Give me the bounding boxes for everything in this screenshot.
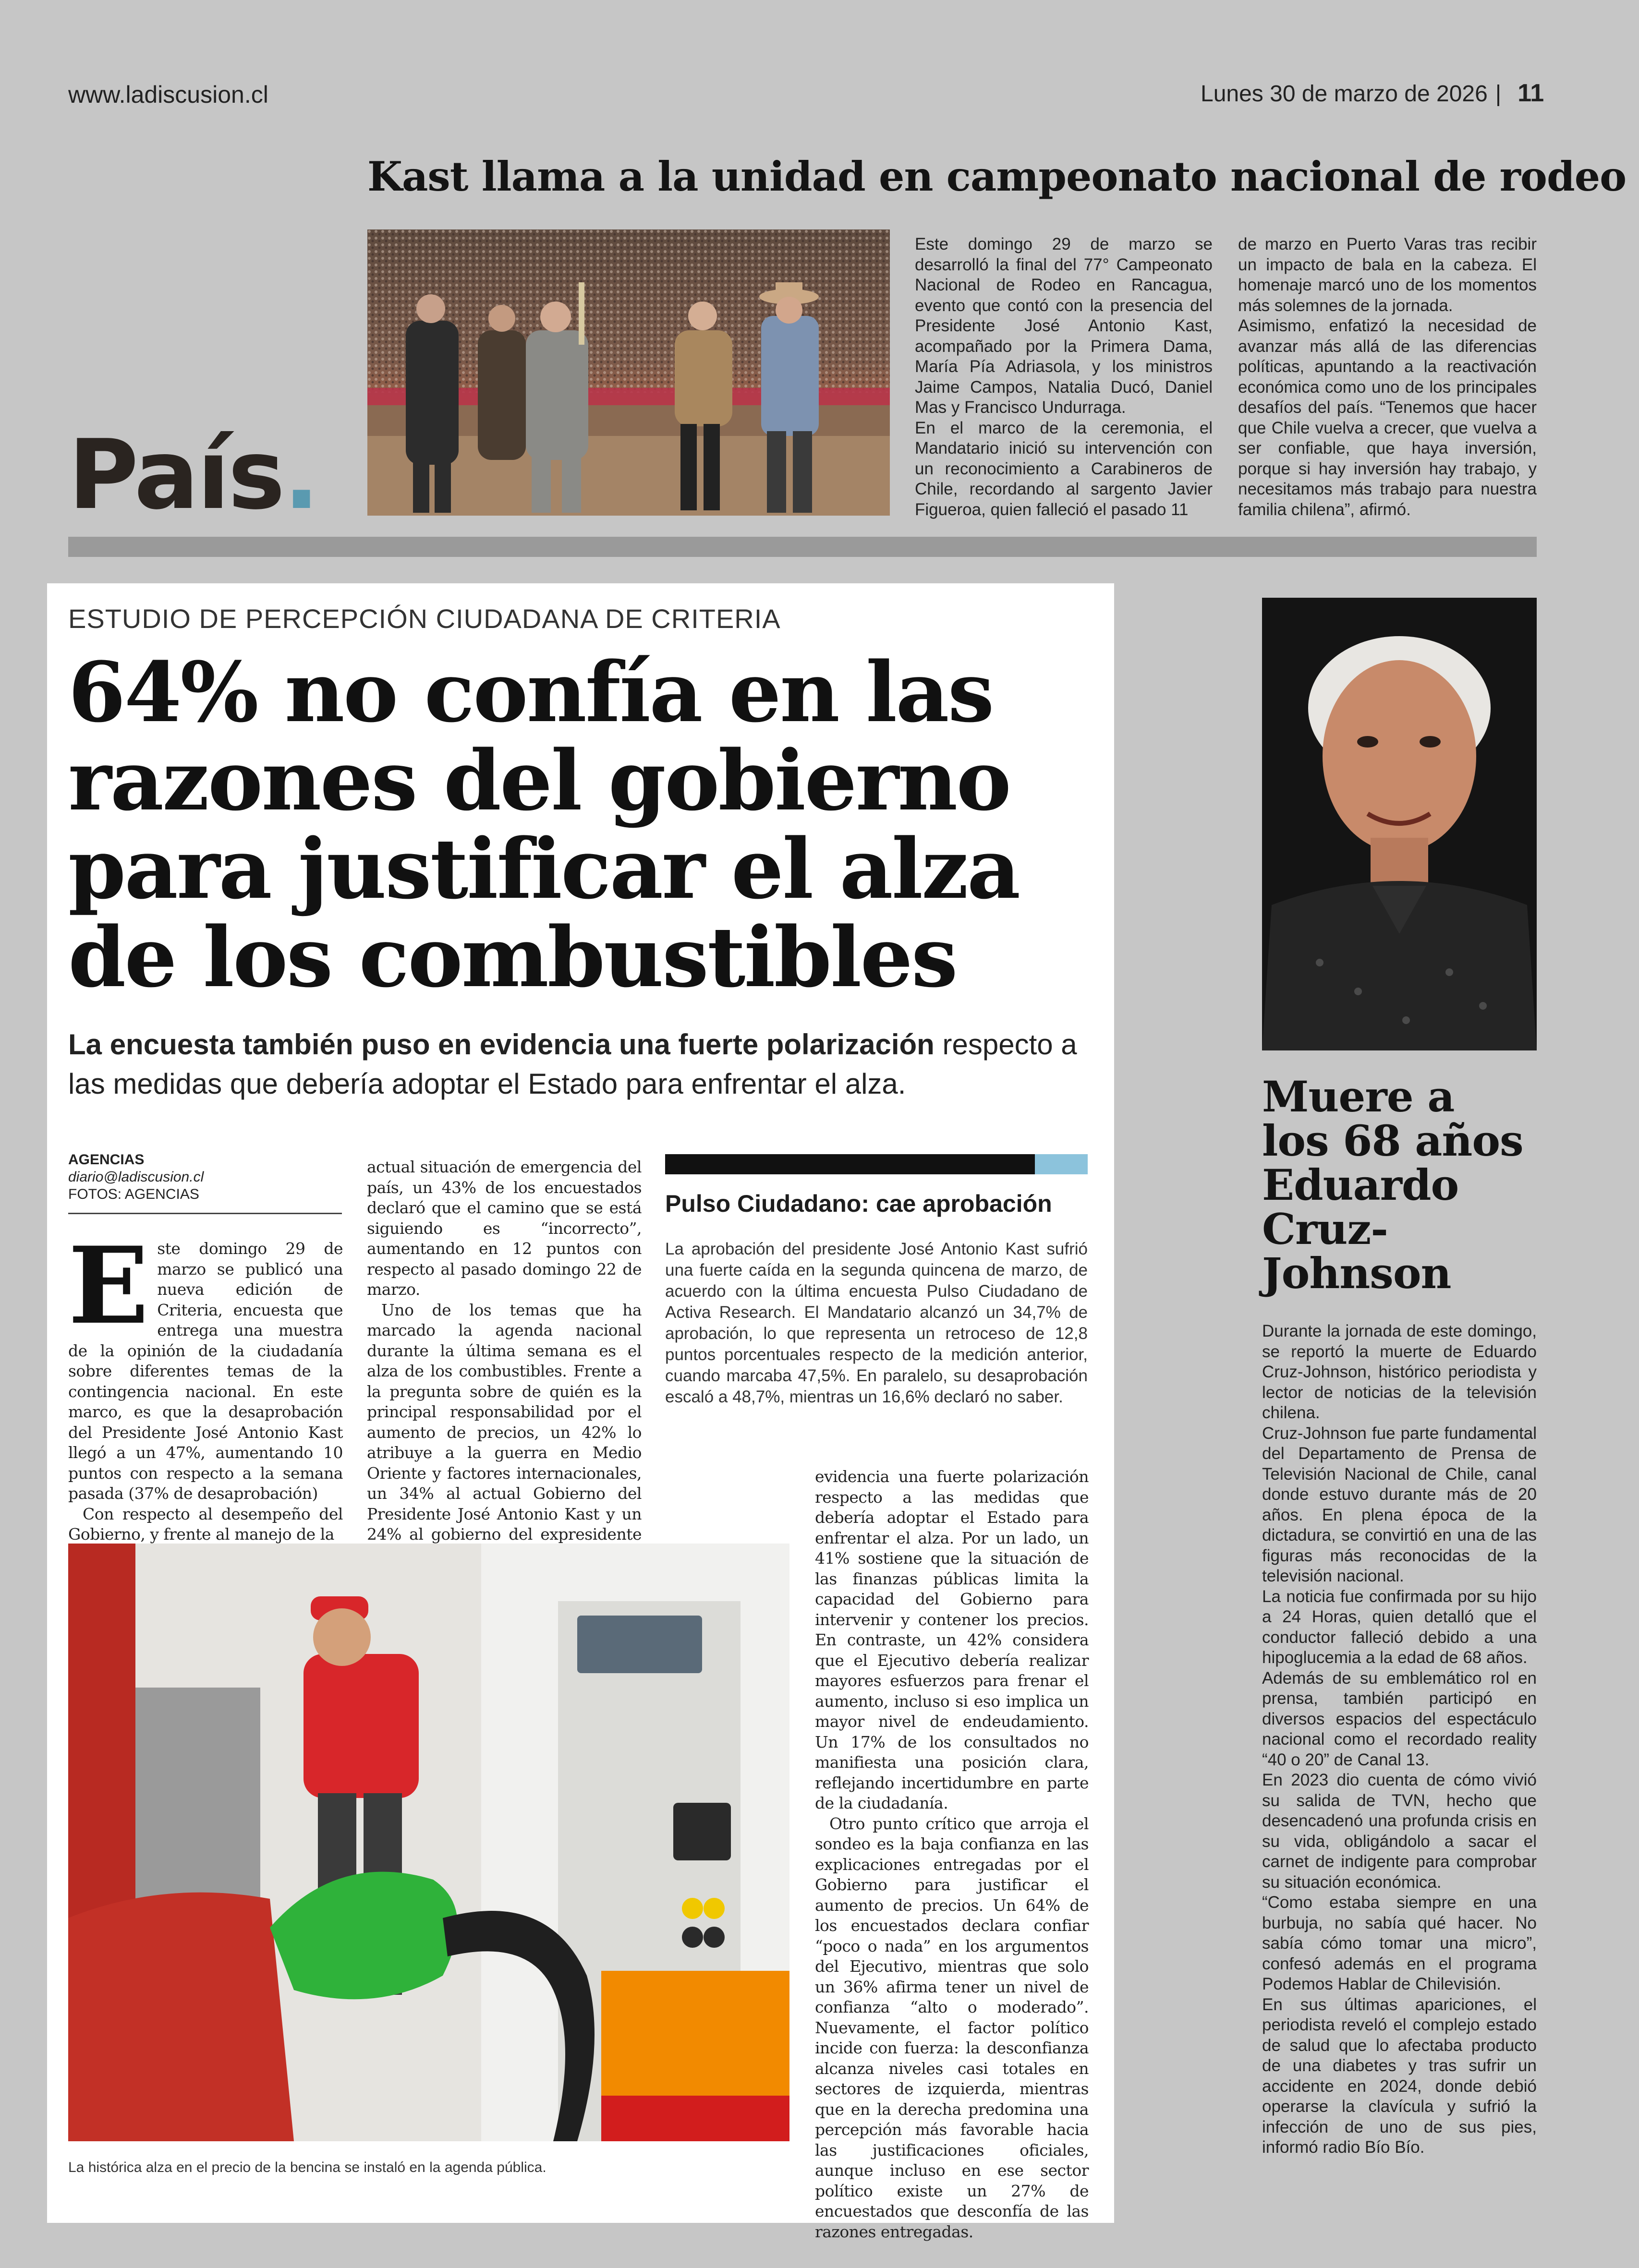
- byline-photos: FOTOS: AGENCIAS: [68, 1186, 199, 1202]
- paragraph-text: ste domingo 29 de marzo se publicó una nueva edición de Criteria, encuesta que entrega una muestra de la opinión de la ciudadanía sobre diferentes temas de la contingencia nacional. En este marco, es que la desaprobación del Presidente José Antonio Kast llegó a un 47%, aumentando 10 puntos con respecto a la semana pasada (37% de desaprobación): [68, 1239, 343, 1503]
- byline-rule: [68, 1213, 342, 1214]
- paragraph: de marzo en Puerto Varas tras recibir un impacto de bala en la cabeza. El homenaje marcó uno de los momentos más solemnes de la jornada.: [1238, 235, 1537, 315]
- main-column-2: [367, 1157, 642, 1586]
- section-label: [68, 419, 318, 531]
- byline-email[interactable]: diario@ladiscusion.cl: [68, 1169, 204, 1185]
- site-url[interactable]: www.ladiscusion.cl: [68, 81, 268, 108]
- pulso-title: Pulso Ciudadano: cae aprobación: [665, 1190, 1052, 1217]
- main-headline: 64% no confía en las razones del gobierno para justificar el alza de los combustibles: [68, 643, 1020, 1006]
- drop-cap: E: [68, 1223, 149, 1348]
- page-number: 11: [1518, 79, 1544, 107]
- obituary-headline: Muere a los 68 años Eduardo Cruz-Johnson: [1262, 1072, 1523, 1298]
- paragraph: Cruz-Johnson fue parte fundamental del Departamento de Prensa de Televisión Nacional de Chile, canal donde estuvo durante más de 20 años. En plena época de la dictadura, se convirtió en una de las figuras más reconocidas de la televisión nacional.: [1262, 1424, 1537, 1585]
- paragraph: En el marco de la ceremonia, el Mandatario inició su intervención con un reconocimiento a Carabineros de Chile, recordando al sargento Javier Figueroa, quien falleció el pasado 11: [915, 418, 1213, 519]
- paragraph: En sus últimas apariciones, el periodista reveló el complejo estado de salud que lo afectaba producto de una diabetes y tras sufrir un accidente en 2024, donde debió operarse la clavícula y sufrió la infección de uno de sus pies, informó radio Bío Bío.: [1262, 1995, 1537, 2157]
- paragraph: Otro punto crítico que arroja el sondeo es la baja confianza en las explicaciones entregadas por el Gobierno para justificar el aumento de precios. Un 64% de los encuestados declara confiar “poco o nada” en los argumentos del Ejecutivo, mientras que solo un 36% afirma tener un nivel de confianza “alto o moderado”. Nuevamente, el factor político incide con fuerza: la desconfianza alcanza niveles casi totales en sectores de izquierda, mientras que en la derecha predomina una percepción más favorable hacia las justificaciones oficiales, aunque incluso en ese sector político existe un 27% de encuestados que desconfía de las razones entregadas.: [815, 1814, 1089, 2241]
- paragraph: Con respecto al desempeño del Gobierno, y frente al manejo de la: [68, 1504, 343, 1544]
- paragraph: En 2023 dio cuenta de cómo vivió su salida de TVN, hecho que desencadenó una profunda crisis en su vida, obligándolo a sacar el carnet de indigente para comprobar su situación económica.: [1262, 1771, 1537, 1892]
- photo-caption: La histórica alza en el precio de la bencina se instaló en la agenda pública.: [68, 2159, 546, 2175]
- portrait-photo: [1262, 598, 1537, 1050]
- pulso-bar: [665, 1154, 1035, 1174]
- section-dot: .: [283, 419, 318, 531]
- story-deck: [68, 1025, 1086, 1104]
- paragraph: Uno de los temas que ha marcado la agenda nacional durante la última semana es el alza de los combustibles. Frente a la pregunta sobre de quién es la principal responsabilidad por el aumento de precios, un 42% lo atribuye a la guerra en Medio Oriente y factores internacionales, un 34% al actual Gobierno del Presidente José Antonio Kast y un 24% al gobierno del expresidente: [367, 1300, 642, 1544]
- paragraph: Asimismo, enfatizó la necesidad de avanzar más allá de las diferencias políticas, apuntando a la reactivación económica como uno de los principales desafíos del país. “Tenemos que hacer que Chile vuelva a crecer, que vuelva a ser confiable, que haya inversión, porque si hay inversión hay trabajo, y necesitamos más trabajo para nuestra familia chilena”, afirmó.: [1238, 316, 1537, 519]
- main-column-1: [68, 1223, 343, 1545]
- byline-author: AGENCIAS: [68, 1152, 145, 1168]
- paragraph: [68, 1223, 343, 1504]
- byline: [68, 1151, 204, 1203]
- gas-station-photo: [68, 1544, 789, 2141]
- top-story-column-1: [915, 234, 1213, 520]
- main-column-3: [815, 1467, 1089, 2242]
- rodeo-photo: [367, 229, 890, 516]
- paragraph: Durante la jornada de este domingo, se reportó la muerte de Eduardo Cruz-Johnson, histórico periodista y lector de noticias de la televisión chilena.: [1262, 1322, 1537, 1422]
- date-separator: |: [1495, 81, 1502, 107]
- date-text: Lunes 30 de marzo de 2026: [1201, 81, 1488, 107]
- paragraph: Además de su emblemático rol en prensa, también participó en diversos espacios del espectáculo nacional como el recordado reality “40 o 20” de Canal 13.: [1262, 1668, 1537, 1769]
- top-story-column-2: [1238, 234, 1537, 520]
- issue-date: [1201, 79, 1544, 108]
- deck-rest: respecto a las medidas que debería adoptar el Estado para enfrentar el alza.: [68, 1028, 1077, 1100]
- top-story-title: Kast llama a la unidad en campeonato nacional de rodeo: [367, 153, 1627, 200]
- paragraph: “Como estaba siempre en una burbuja, no sabía qué hacer. No sabía cómo tomar una micro”, confesó además en el programa Podemos Hablar de Chilevisión.: [1262, 1893, 1537, 1993]
- pulso-bar-accent: [1035, 1154, 1088, 1174]
- paragraph: Este domingo 29 de marzo se desarrolló la final del 77° Campeonato Nacional de Rodeo en Rancagua, evento que contó con la presencia del Presidente José Antonio Kast, acompañado por la Primera Dama, María Pía Adriasola, y los ministros Jaime Campos, Natalia Ducó, Daniel Mas y Francisco Undurraga.: [915, 235, 1213, 417]
- rodeo-scene-illustration: [367, 229, 890, 516]
- section-name: País: [68, 419, 283, 531]
- paragraph: La noticia fue confirmada por su hijo a 24 Horas, quien detalló que el conductor falleció debido a una hipoglucemia a la edad de 68 años.: [1262, 1587, 1537, 1667]
- section-divider: [68, 537, 1537, 557]
- obituary-text: [1262, 1321, 1537, 2158]
- deck-bold: La encuesta también puso en evidencia una fuerte polarización: [68, 1028, 935, 1061]
- gas-station-illustration: [68, 1544, 789, 2141]
- paragraph: evidencia una fuerte polarización respecto a las medidas que debería adoptar el Estado para enfrentar el alza. Por un lado, un 41% sostiene que la situación de las finanzas públicas limita la capacidad del Gobierno para intervenir y contener los precios. En contraste, un 42% considera que el Ejecutivo debería realizar mayores esfuerzos para frenar el aumento, incluso si eso implica un mayor nivel de endeudamiento. Un 17% de los consultados no manifiesta una posición clara, reflejando incertidumbre en parte de la ciudadanía.: [815, 1467, 1089, 1812]
- pulso-text: La aprobación del presidente José Antonio Kast sufrió una fuerte caída en la segunda quincena de marzo, de acuerdo con la última encuesta Pulso Ciudadano de Activa Research. El Mandatario alcanzó un 34,7% de aprobación, lo que representa un retroceso de 12,8 puntos porcentuales respecto de la medición anterior, cuando marcaba 47,5%. En paralelo, su desaprobación escaló a 48,7%, mientras un 16,6% declaró no saber.: [665, 1240, 1088, 1406]
- paragraph: actual situación de emergencia del país, un 43% de los encuestados declaró que el camino que se está siguiendo es “incorrecto”, aumentando en 12 puntos con respecto al pasado domingo 22 de marzo.: [367, 1158, 642, 1299]
- story-kicker: ESTUDIO DE PERCEPCIÓN CIUDADANA DE CRITERIA: [68, 603, 781, 634]
- portrait-illustration: [1262, 598, 1537, 1050]
